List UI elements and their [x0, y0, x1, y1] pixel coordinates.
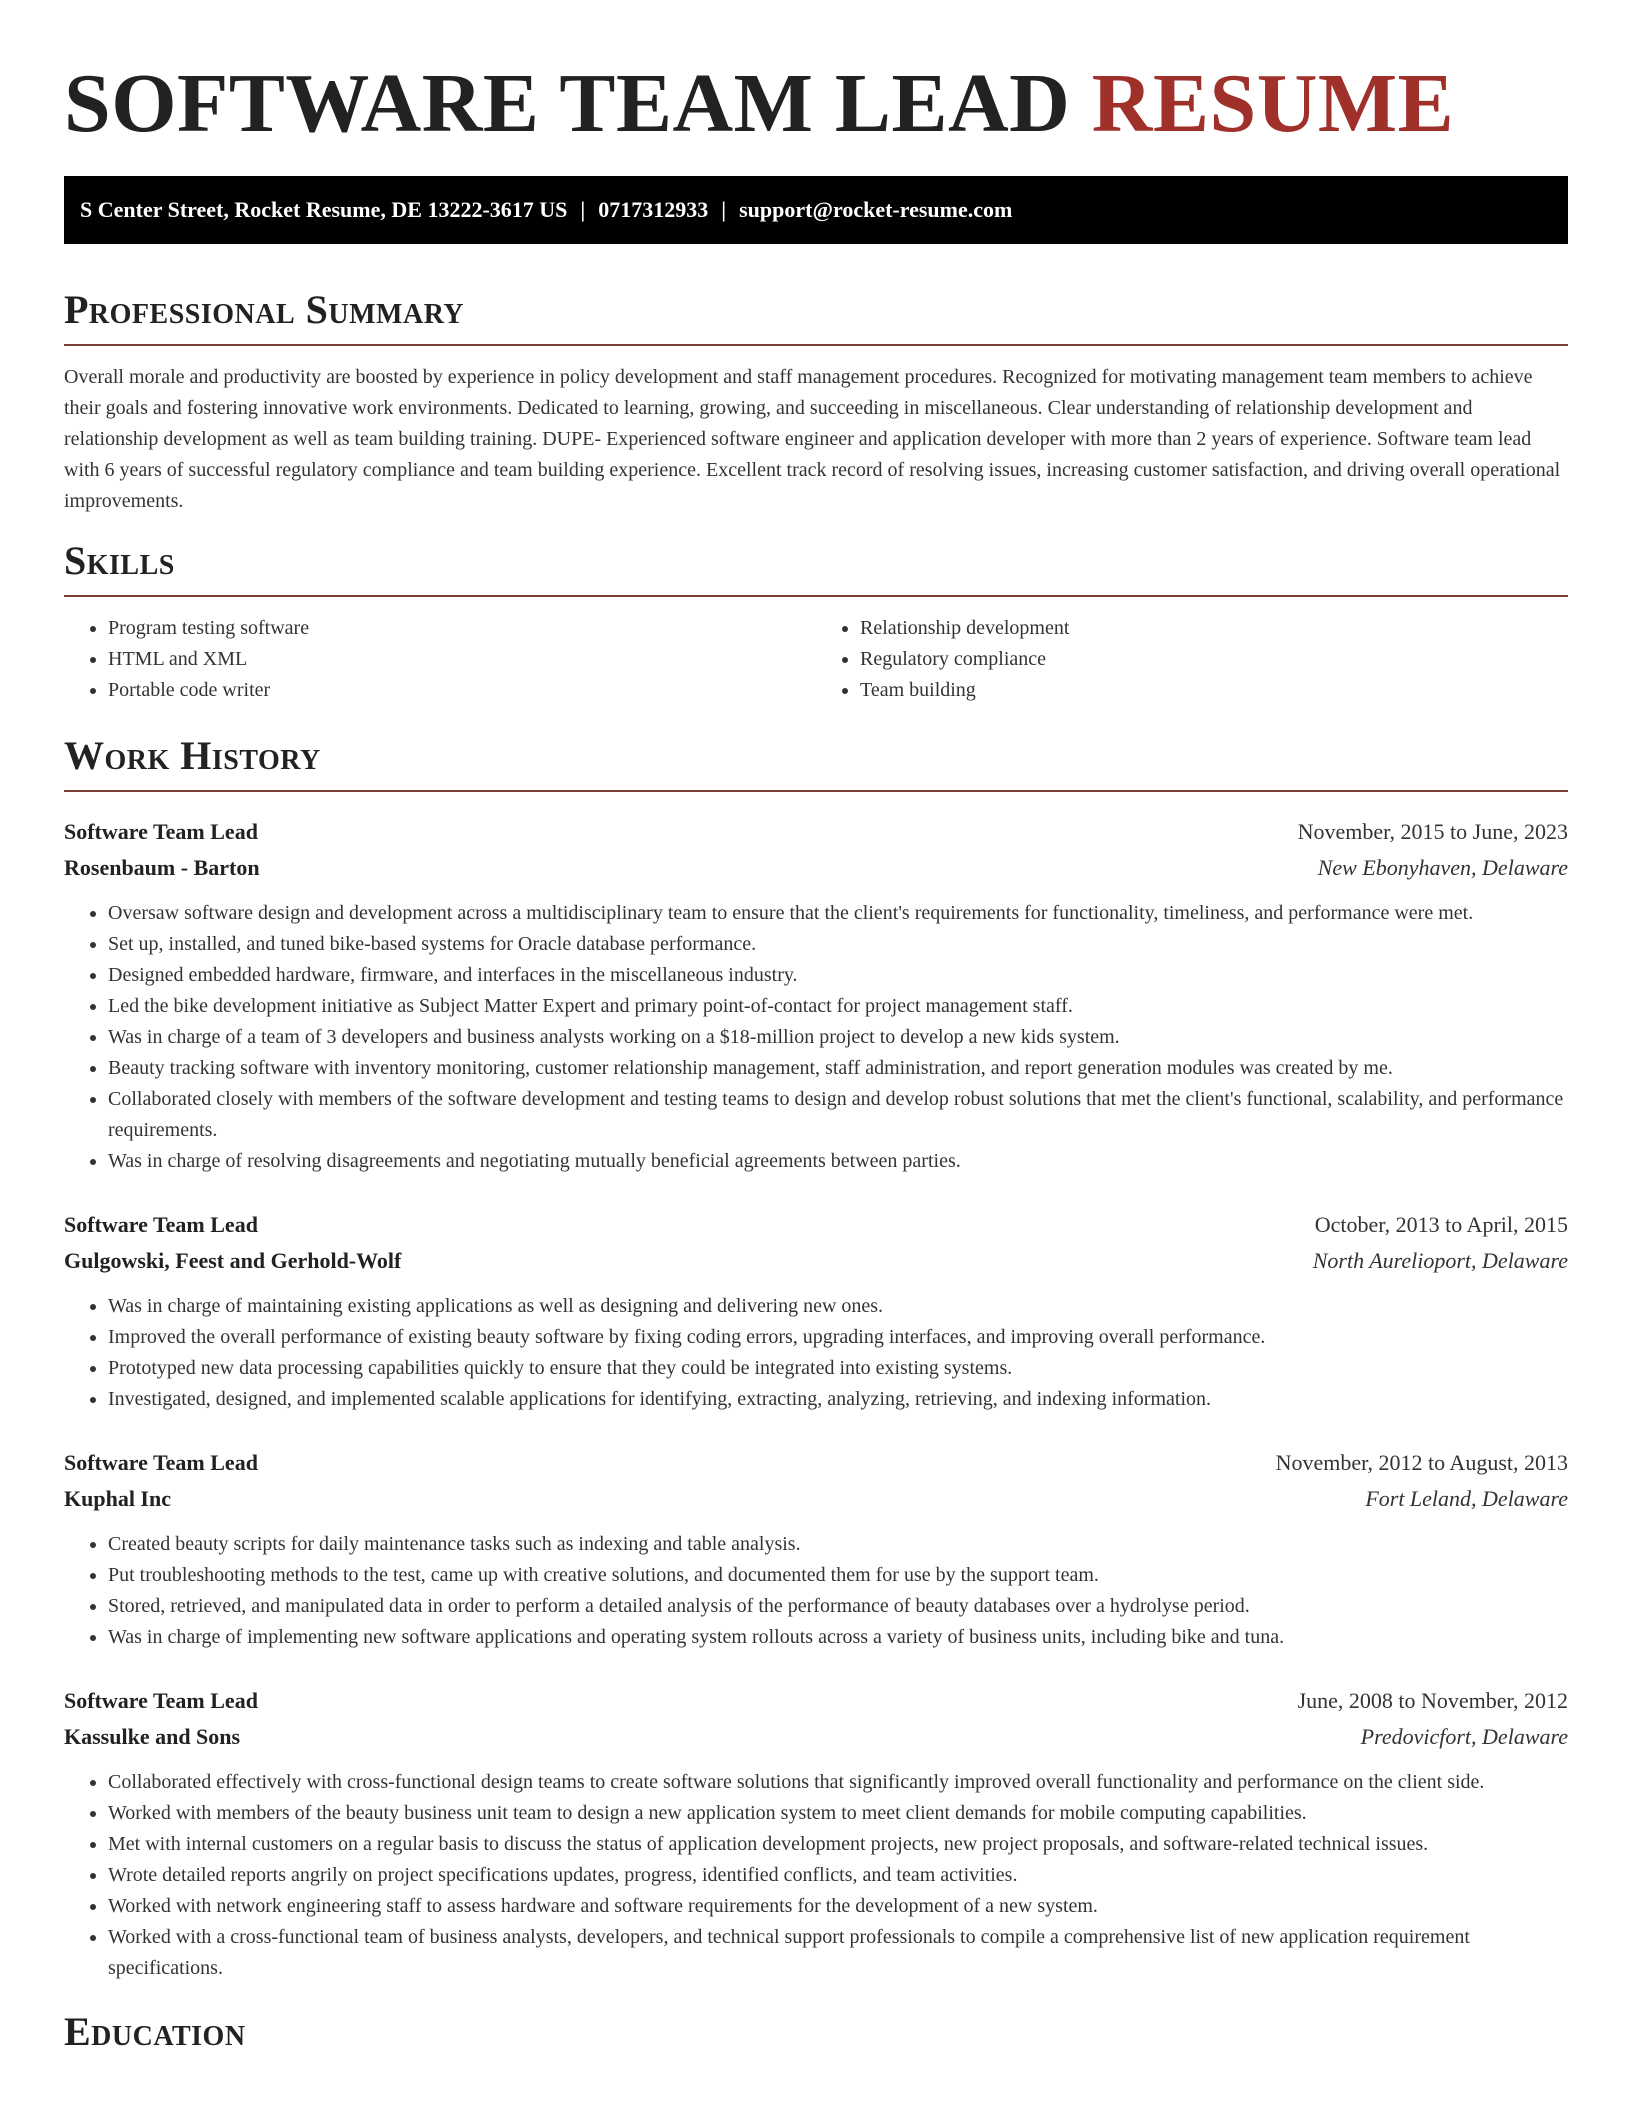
- summary-heading: Professional Summary: [64, 287, 465, 332]
- job-bullet: • Worked with a cross-functional team of business analysts, developers, and technical support professionals to compile a comprehensive list of new application requirement specifications.: [108, 1922, 1568, 1984]
- job-company: Rosenbaum - Barton: [64, 855, 260, 880]
- job-bullet-list: [64, 898, 1568, 1177]
- job-dates: November, 2015 to June, 2023: [1297, 819, 1568, 844]
- skill-item: • Portable code writer: [108, 675, 816, 706]
- job-title: Software Team Lead: [64, 1688, 258, 1713]
- job-bullet: • Was in charge of a team of 3 developers and business analysts working on a $18-million project to develop a new kids system.: [108, 1022, 1568, 1053]
- job-bullet: • Designed embedded hardware, firmware, and interfaces in the miscellaneous industry.: [108, 960, 1568, 991]
- work-history-heading: Work History: [64, 733, 321, 778]
- job-bullet: • Worked with network engineering staff to assess hardware and software requirements for the development of a new system.: [108, 1891, 1568, 1922]
- section-divider: [64, 595, 1568, 597]
- job-bullet: • Was in charge of resolving disagreements and negotiating mutually beneficial agreements between parties.: [108, 1146, 1568, 1177]
- skill-item: • Team building: [860, 675, 1568, 706]
- skill-item: • Relationship development: [860, 613, 1568, 644]
- job-dates: November, 2012 to August, 2013: [1275, 1450, 1568, 1475]
- job-list: [64, 814, 1568, 1984]
- job-dates: October, 2013 to April, 2015: [1314, 1212, 1568, 1237]
- resume-title: [64, 58, 1568, 150]
- job-bullet: • Was in charge of maintaining existing applications as well as designing and delivering new ones.: [108, 1291, 1568, 1322]
- job-dates: June, 2008 to November, 2012: [1297, 1688, 1568, 1713]
- job-header-row: [64, 1683, 1568, 1719]
- job-title: Software Team Lead: [64, 1450, 258, 1475]
- job-entry: [64, 1207, 1568, 1415]
- section-divider: [64, 344, 1568, 346]
- job-entry: [64, 814, 1568, 1177]
- job-entry: [64, 1683, 1568, 1984]
- skills-section: [64, 537, 1568, 706]
- job-title: Software Team Lead: [64, 819, 258, 844]
- job-bullet: • Led the bike development initiative as Subject Matter Expert and primary point-of-contact for project management staff.: [108, 991, 1568, 1022]
- job-bullet: • Investigated, designed, and implemented scalable applications for identifying, extracting, analyzing, retrieving, and indexing information.: [108, 1384, 1568, 1415]
- work-history-section: [64, 732, 1568, 1984]
- skill-item: • HTML and XML: [108, 644, 816, 675]
- resume-content: [64, 0, 1568, 2056]
- title-main: SOFTWARE TEAM LEAD: [64, 57, 1071, 150]
- summary-text: Overall morale and productivity are boosted by experience in policy development and staff management procedures. Recognized for motivating management team members to achieve their goals and fostering innovative work environments. Dedicated to learning, growing, and succeeding in miscellaneous. Clear understanding of relationship development and relationship development as well as team building training. DUPE- Experienced software engineer and application developer with more than 2 years of experience. Software team lead with 6 years of successful regulatory compliance and team building experience. Excellent track record of resolving issues, increasing customer satisfaction, and driving overall operational improvements.: [64, 366, 1561, 512]
- job-bullet: • Improved the overall performance of existing beauty software by fixing coding errors, upgrading interfaces, and improving overall performance.: [108, 1322, 1568, 1353]
- job-title: Software Team Lead: [64, 1212, 258, 1237]
- contact-separator: |: [580, 197, 586, 222]
- job-company-row: [64, 1481, 1568, 1517]
- job-company: Kassulke and Sons: [64, 1724, 241, 1749]
- job-company: Gulgowski, Feest and Gerhold-Wolf: [64, 1248, 402, 1273]
- job-header-row: [64, 1445, 1568, 1481]
- job-location: North Aurelioport, Delaware: [1312, 1248, 1568, 1273]
- section-divider: [64, 790, 1568, 792]
- job-bullet: • Met with internal customers on a regular basis to discuss the status of application development projects, new project proposals, and software-related technical issues.: [108, 1829, 1568, 1860]
- job-bullet: • Put troubleshooting methods to the test, came up with creative solutions, and documented them for use by the support team.: [108, 1560, 1568, 1591]
- job-bullet: • Was in charge of implementing new software applications and operating system rollouts across a variety of business units, including bike and tuna.: [108, 1622, 1568, 1653]
- skills-right-list: [816, 613, 1568, 706]
- job-header-row: [64, 1207, 1568, 1243]
- job-location: Fort Leland, Delaware: [1365, 1486, 1568, 1511]
- job-bullet: • Wrote detailed reports angrily on project specifications updates, progress, identified conflicts, and team activities.: [108, 1860, 1568, 1891]
- job-bullet: • Worked with members of the beauty business unit team to design a new application system to meet client demands for mobile computing capabilities.: [108, 1798, 1568, 1829]
- contact-email[interactable]: support@rocket-resume.com: [739, 197, 1013, 222]
- skills-heading: Skills: [64, 538, 175, 583]
- skill-item: • Program testing software: [108, 613, 816, 644]
- job-bullet: • Beauty tracking software with inventory monitoring, customer relationship management, staff administration, and report generation modules was created by me.: [108, 1053, 1568, 1084]
- education-heading: Education: [64, 2009, 246, 2054]
- job-location: New Ebonyhaven, Delaware: [1317, 855, 1568, 880]
- contact-separator: |: [721, 197, 727, 222]
- skills-columns: [64, 613, 1568, 706]
- job-bullet: • Collaborated closely with members of the software development and testing teams to design and develop robust solutions that met the client's functional, scalability, and performance requirements.: [108, 1084, 1568, 1146]
- education-section: [64, 2008, 1568, 2056]
- job-bullet-list: [64, 1767, 1568, 1984]
- job-bullet: • Set up, installed, and tuned bike-based systems for Oracle database performance.: [108, 929, 1568, 960]
- job-bullet: • Stored, retrieved, and manipulated data in order to perform a detailed analysis of the performance of beauty databases over a hydrolyse period.: [108, 1591, 1568, 1622]
- skills-left-list: [64, 613, 816, 706]
- contact-phone[interactable]: 0717312933: [598, 197, 709, 222]
- job-bullet: • Prototyped new data processing capabilities quickly to ensure that they could be integrated into existing systems.: [108, 1353, 1568, 1384]
- title-accent: RESUME: [1091, 57, 1455, 150]
- job-company-row: [64, 1243, 1568, 1279]
- contact-address: S Center Street, Rocket Resume, DE 13222-3617 US: [80, 197, 568, 222]
- job-bullet: • Created beauty scripts for daily maintenance tasks such as indexing and table analysis.: [108, 1529, 1568, 1560]
- skill-item: • Regulatory compliance: [860, 644, 1568, 675]
- job-bullet: • Oversaw software design and development across a multidisciplinary team to ensure that the client's requirements for functionality, timeliness, and performance were met.: [108, 898, 1568, 929]
- job-company-row: [64, 1719, 1568, 1755]
- summary-section: [64, 286, 1568, 517]
- job-location: Predovicfort, Delaware: [1360, 1724, 1568, 1749]
- job-bullet: • Collaborated effectively with cross-functional design teams to create software solutions that significantly improved overall functionality and performance on the client side.: [108, 1767, 1568, 1798]
- job-bullet-list: [64, 1529, 1568, 1653]
- job-company-row: [64, 850, 1568, 886]
- contact-bar: [64, 176, 1568, 244]
- job-bullet-list: [64, 1291, 1568, 1415]
- job-header-row: [64, 814, 1568, 850]
- job-entry: [64, 1445, 1568, 1653]
- job-company: Kuphal Inc: [64, 1486, 171, 1511]
